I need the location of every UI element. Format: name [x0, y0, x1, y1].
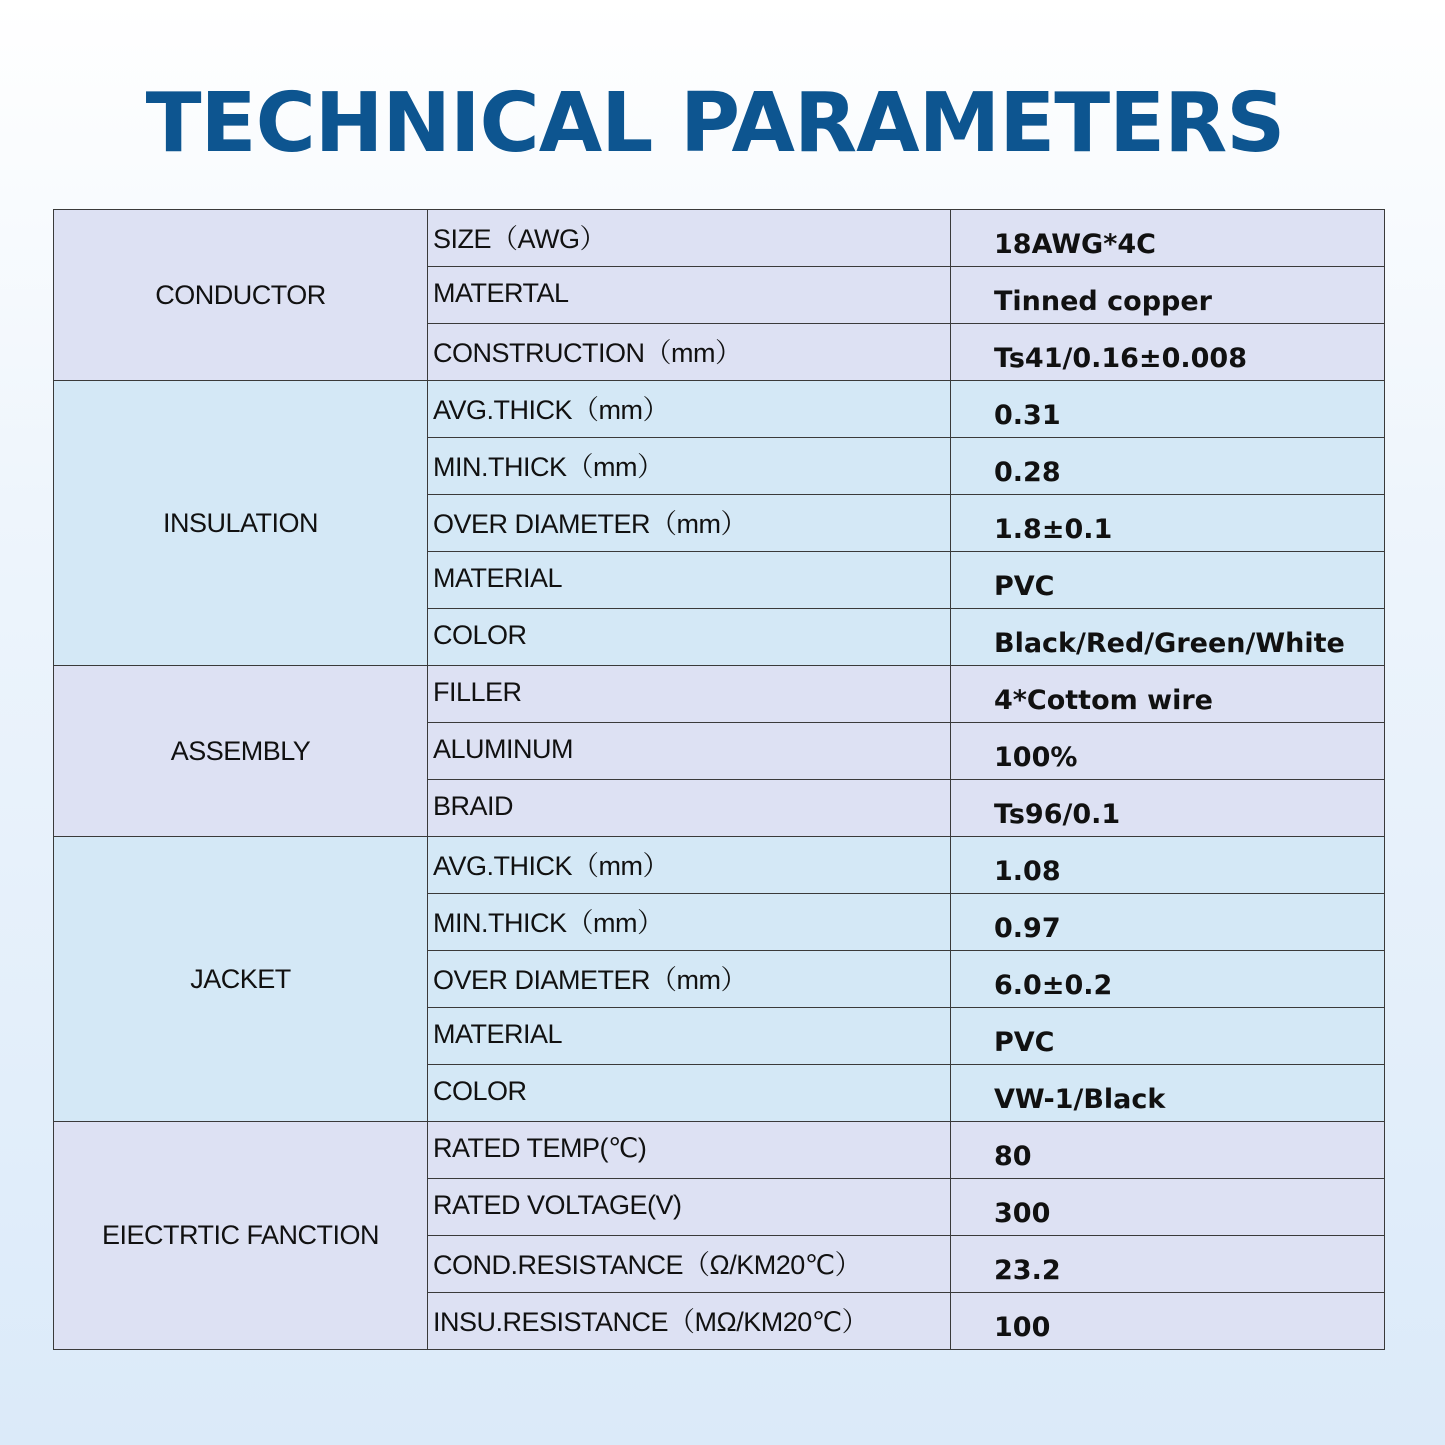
param-label: COLOR: [428, 1065, 951, 1122]
group-label-jacket: JACKET: [54, 837, 428, 1122]
param-label: MATERTAL: [428, 267, 951, 324]
param-value: 100%: [951, 723, 1385, 780]
parameters-table-body: [54, 210, 1385, 1350]
param-label: MIN.THICK（mm）: [428, 438, 951, 495]
param-label: SIZE（AWG）: [428, 210, 951, 267]
param-label: ALUMINUM: [428, 723, 951, 780]
group-label-electric-function: EIECTRTIC FANCTION: [54, 1122, 428, 1350]
param-value: PVC: [951, 1008, 1385, 1065]
param-label: RATED VOLTAGE(V): [428, 1179, 951, 1236]
param-value: 6.0±0.2: [951, 951, 1385, 1008]
param-label: INSU.RESISTANCE（MΩ/KM20℃）: [428, 1293, 951, 1350]
param-label: FILLER: [428, 666, 951, 723]
param-value: 300: [951, 1179, 1385, 1236]
table-row: [54, 381, 1385, 438]
param-label: OVER DIAMETER（mm）: [428, 951, 951, 1008]
param-value: Ts41/0.16±0.008: [951, 324, 1385, 381]
param-value: Tinned copper: [951, 267, 1385, 324]
group-label-conductor: CONDUCTOR: [54, 210, 428, 381]
param-value: 23.2: [951, 1236, 1385, 1293]
param-label: AVG.THICK（mm）: [428, 381, 951, 438]
param-value: 18AWG*4C: [951, 210, 1385, 267]
param-value: 100: [951, 1293, 1385, 1350]
param-label: COLOR: [428, 609, 951, 666]
table-row: [54, 666, 1385, 723]
param-label: BRAID: [428, 780, 951, 837]
table-row: [54, 1122, 1385, 1179]
param-label: MIN.THICK（mm）: [428, 894, 951, 951]
parameters-table: [53, 209, 1385, 1350]
param-label: RATED TEMP(℃): [428, 1122, 951, 1179]
group-label-assembly: ASSEMBLY: [54, 666, 428, 837]
group-label-insulation: INSULATION: [54, 381, 428, 666]
param-value: 0.28: [951, 438, 1385, 495]
param-label: MATERIAL: [428, 1008, 951, 1065]
param-label: MATERIAL: [428, 552, 951, 609]
param-label: OVER DIAMETER（mm）: [428, 495, 951, 552]
param-value: 1.8±0.1: [951, 495, 1385, 552]
param-value: 1.08: [951, 837, 1385, 894]
param-value: 0.31: [951, 381, 1385, 438]
param-label: CONSTRUCTION（mm）: [428, 324, 951, 381]
table-row: [54, 210, 1385, 267]
table-row: [54, 837, 1385, 894]
param-label: AVG.THICK（mm）: [428, 837, 951, 894]
param-value: 4*Cottom wire: [951, 666, 1385, 723]
param-value: 80: [951, 1122, 1385, 1179]
param-value: PVC: [951, 552, 1385, 609]
param-value: Black/Red/Green/White: [951, 609, 1385, 666]
page-title: TECHNICAL PARAMETERS: [145, 76, 1285, 171]
param-label: COND.RESISTANCE（Ω/KM20℃）: [428, 1236, 951, 1293]
param-value: Ts96/0.1: [951, 780, 1385, 837]
param-value: VW-1/Black: [951, 1065, 1385, 1122]
param-value: 0.97: [951, 894, 1385, 951]
